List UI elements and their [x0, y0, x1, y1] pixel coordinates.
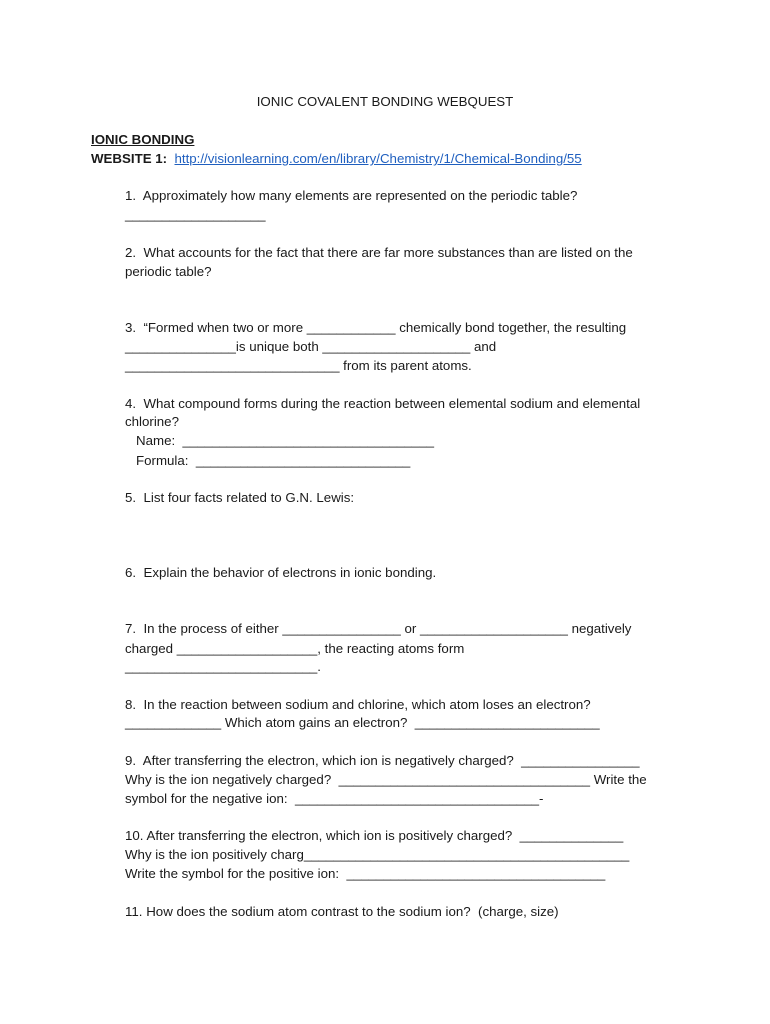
question-2-text-cont: periodic table? [125, 264, 212, 279]
question-10-text-cont: Why is the ion positively charg____________________________________________ [125, 847, 630, 862]
question-4-text: 4. What compound forms during the reaction between elemental sodium and elemental [125, 396, 641, 411]
question-6-text: 6. Explain the behavior of electrons in ionic bonding. [125, 565, 437, 580]
question-9-text: 9. After transferring the electron, which ion is negatively charged? ________________ [125, 753, 640, 768]
question-4-text-cont: chlorine? [125, 414, 179, 429]
section-heading: IONIC BONDING [91, 132, 195, 147]
question-3-text-end: _____________________________ from its parent atoms. [125, 358, 472, 373]
question-7-text-cont: charged ___________________, the reacting atoms form [125, 641, 465, 656]
question-10-text: 10. After transferring the electron, which ion is positively charged? ______________ [125, 828, 624, 843]
question-4-formula-blank: Formula: _____________________________ [136, 453, 411, 468]
question-8-text: 8. In the reaction between sodium and chlorine, which atom loses an electron? [125, 697, 591, 712]
website-label: WEBSITE 1: [91, 151, 168, 166]
question-7-text-end: __________________________. [125, 659, 321, 674]
question-2-text: 2. What accounts for the fact that there are far more substances than are listed on the [125, 245, 633, 260]
question-3-text: 3. “Formed when two or more ____________ chemically bond together, the resulting [125, 320, 627, 335]
website-link[interactable]: http://visionlearning.com/en/library/Chemistry/1/Chemical-Bonding/55 [174, 151, 582, 166]
document-title: IONIC COVALENT BONDING WEBQUEST [256, 94, 514, 109]
question-11-text: 11. How does the sodium atom contrast to the sodium ion? (charge, size) [125, 904, 559, 919]
website-line [91, 151, 582, 167]
question-1-blank: ___________________ [125, 207, 266, 222]
question-7-text: 7. In the process of either ________________ or ____________________ negatively [125, 621, 632, 636]
question-9-text-end: symbol for the negative ion: _________________________________- [125, 791, 544, 806]
question-9-text-cont: Why is the ion negatively charged? __________________________________ Write the [125, 772, 647, 787]
question-10-text-end: Write the symbol for the positive ion: ___________________________________ [125, 866, 606, 881]
question-3-text-cont: _______________is unique both ____________________ and [125, 339, 497, 354]
question-8-text-cont: _____________ Which atom gains an electron? _________________________ [125, 715, 600, 730]
question-5-text: 5. List four facts related to G.N. Lewis: [125, 490, 355, 505]
question-1-text: 1. Approximately how many elements are represented on the periodic table? [125, 188, 578, 203]
question-4-name-blank: Name: __________________________________ [136, 433, 434, 448]
